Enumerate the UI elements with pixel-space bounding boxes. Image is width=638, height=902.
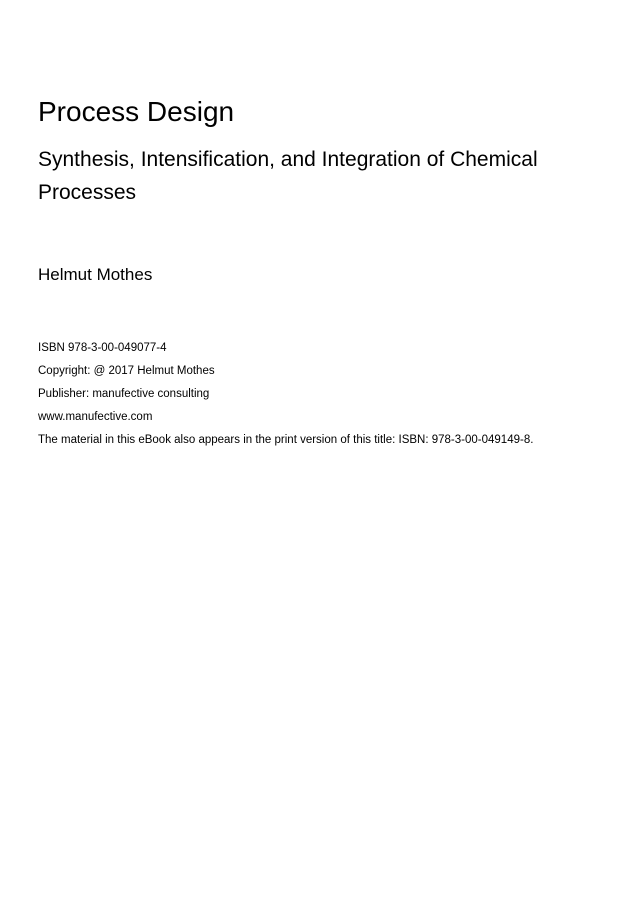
- author-name: Helmut Mothes: [38, 265, 153, 284]
- print-version-note: The material in this eBook also appears in the print version of this title: ISBN: 978-3-00-049149-8.: [38, 434, 534, 446]
- copyright-line: Copyright: @ 2017 Helmut Mothes: [38, 365, 215, 377]
- publication-info: [38, 340, 618, 455]
- website-line: www.manufective.com: [38, 411, 153, 423]
- book-subtitle: Synthesis, Intensification, and Integration of Chemical Processes: [38, 148, 538, 204]
- isbn-line: ISBN 978-3-00-049077-4: [38, 342, 167, 354]
- publisher-line: Publisher: manufective consulting: [38, 388, 210, 400]
- book-title: Process Design: [38, 96, 235, 127]
